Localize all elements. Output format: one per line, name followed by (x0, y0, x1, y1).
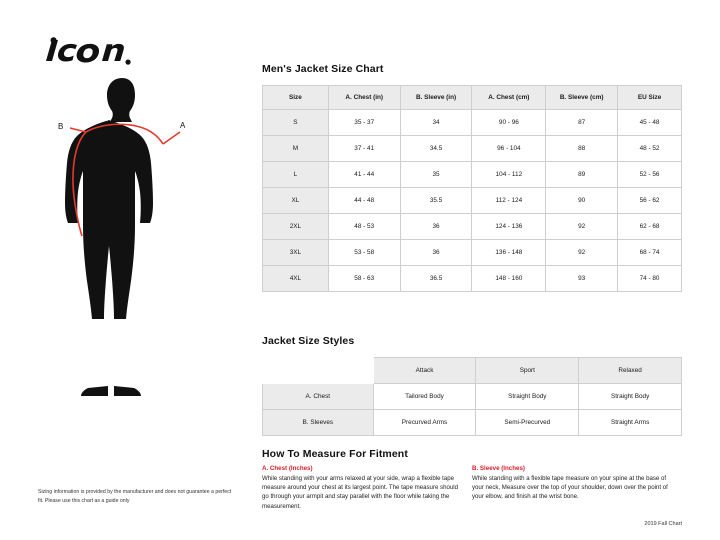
cell-size: 3XL (263, 240, 329, 266)
figure-marker-b-label: B (58, 122, 64, 131)
cell-sleeve-cm: 93 (546, 266, 618, 292)
table-row (263, 384, 682, 410)
cell-attack-chest: Tailored Body (373, 384, 476, 410)
styles-col-sport: Sport (476, 358, 579, 384)
cell-chest-cm: 90 - 96 (472, 110, 546, 136)
cell-chest-cm: 136 - 148 (472, 240, 546, 266)
cell-sport-chest: Straight Body (476, 384, 579, 410)
fitment-chest-text: While standing with your arms relaxed at your side, wrap a flexible tape measure around your chest at its largest point. The tape measure should go through your armpit and stay parallel with the floor while taking the measurement. (262, 474, 459, 510)
table-header-row (263, 358, 682, 384)
styles-col-relaxed: Relaxed (579, 358, 682, 384)
fitment-instructions (262, 465, 682, 511)
table-header-row (263, 86, 682, 110)
cell-size: XL (263, 188, 329, 214)
left-column (0, 0, 248, 540)
cell-chest-cm: 96 - 104 (472, 136, 546, 162)
col-header-chest-in: A. Chest (in) (328, 86, 400, 110)
cell-relaxed-chest: Straight Body (579, 384, 682, 410)
cell-eu-size: 62 - 68 (618, 214, 682, 240)
fitment-sleeve-text: While standing with a flexible tape measure on your spine at the base of your neck, Measure over the top of your shoulder, down over the point of your elbow, and finish at the wrist bone. (472, 474, 668, 501)
table-row (263, 214, 682, 240)
cell-sleeve-cm: 88 (546, 136, 618, 162)
cell-eu-size: 56 - 62 (618, 188, 682, 214)
disclaimer-text: Sizing information is provided by the manufacturer and does not guarantee a perfect fit. Please use this chart as a guide only (38, 489, 232, 504)
cell-sleeve-in: 35 (400, 162, 472, 188)
table-row (263, 110, 682, 136)
col-header-chest-cm: A. Chest (cm) (472, 86, 546, 110)
cell-sport-sleeves: Semi-Precurved (476, 410, 579, 436)
cell-chest-in: 58 - 63 (328, 266, 400, 292)
fitment-title: How To Measure For Fitment (262, 448, 408, 460)
cell-sleeve-cm: 87 (546, 110, 618, 136)
cell-size: L (263, 162, 329, 188)
jacket-size-styles-table (262, 357, 682, 436)
fitment-sleeve (472, 465, 668, 511)
cell-sleeve-cm: 92 (546, 214, 618, 240)
cell-chest-in: 37 - 41 (328, 136, 400, 162)
table-row (263, 162, 682, 188)
cell-eu-size: 74 - 80 (618, 266, 682, 292)
cell-sleeve-in: 36.5 (400, 266, 472, 292)
col-header-size: Size (263, 86, 329, 110)
styles-col-attack: Attack (373, 358, 476, 384)
cell-sleeve-in: 35.5 (400, 188, 472, 214)
table-row (263, 188, 682, 214)
cell-eu-size: 68 - 74 (618, 240, 682, 266)
cell-chest-in: 48 - 53 (328, 214, 400, 240)
table-row (263, 136, 682, 162)
col-header-sleeve-in: B. Sleeve (in) (400, 86, 472, 110)
table-row (263, 240, 682, 266)
cell-chest-in: 44 - 48 (328, 188, 400, 214)
cell-chest-in: 53 - 58 (328, 240, 400, 266)
cell-sleeve-in: 36 (400, 240, 472, 266)
cell-attack-sleeves: Precurved Arms (373, 410, 476, 436)
cell-size: 4XL (263, 266, 329, 292)
figure-marker-a-label: A (180, 121, 186, 130)
cell-sleeve-cm: 90 (546, 188, 618, 214)
cell-eu-size: 45 - 48 (618, 110, 682, 136)
body-figure (30, 72, 240, 442)
styles-chart-title: Jacket Size Styles (262, 335, 355, 347)
cell-sleeve-in: 36 (400, 214, 472, 240)
cell-sleeve-in: 34 (400, 110, 472, 136)
cell-sleeve-cm: 92 (546, 240, 618, 266)
cell-chest-cm: 112 - 124 (472, 188, 546, 214)
cell-size: S (263, 110, 329, 136)
cell-sleeve-cm: 89 (546, 162, 618, 188)
col-header-eu-size: EU Size (618, 86, 682, 110)
footer-chart-year: 2019 Fall Chart (644, 521, 682, 527)
cell-eu-size: 48 - 52 (618, 136, 682, 162)
col-header-sleeve-cm: B. Sleeve (cm) (546, 86, 618, 110)
fitment-chest (262, 465, 458, 511)
styles-corner-cell (263, 358, 374, 384)
cell-chest-in: 41 - 44 (328, 162, 400, 188)
cell-chest-cm: 124 - 136 (472, 214, 546, 240)
cell-sleeve-in: 34.5 (400, 136, 472, 162)
cell-relaxed-sleeves: Straight Arms (579, 410, 682, 436)
cell-chest-cm: 104 - 112 (472, 162, 546, 188)
styles-row-label-sleeves: B. Sleeves (263, 410, 374, 436)
cell-size: 2XL (263, 214, 329, 240)
size-chart-title: Men's Jacket Size Chart (262, 63, 384, 75)
table-row (263, 410, 682, 436)
cell-chest-in: 35 - 37 (328, 110, 400, 136)
table-row (263, 266, 682, 292)
icon-logo (36, 30, 154, 66)
fitment-sleeve-heading: B. Sleeve (Inches) (472, 465, 525, 472)
cell-chest-cm: 148 - 160 (472, 266, 546, 292)
cell-eu-size: 52 - 56 (618, 162, 682, 188)
styles-row-label-chest: A. Chest (263, 384, 374, 410)
size-chart-table (262, 85, 682, 292)
fitment-chest-heading: A. Chest (Inches) (262, 465, 313, 472)
cell-size: M (263, 136, 329, 162)
